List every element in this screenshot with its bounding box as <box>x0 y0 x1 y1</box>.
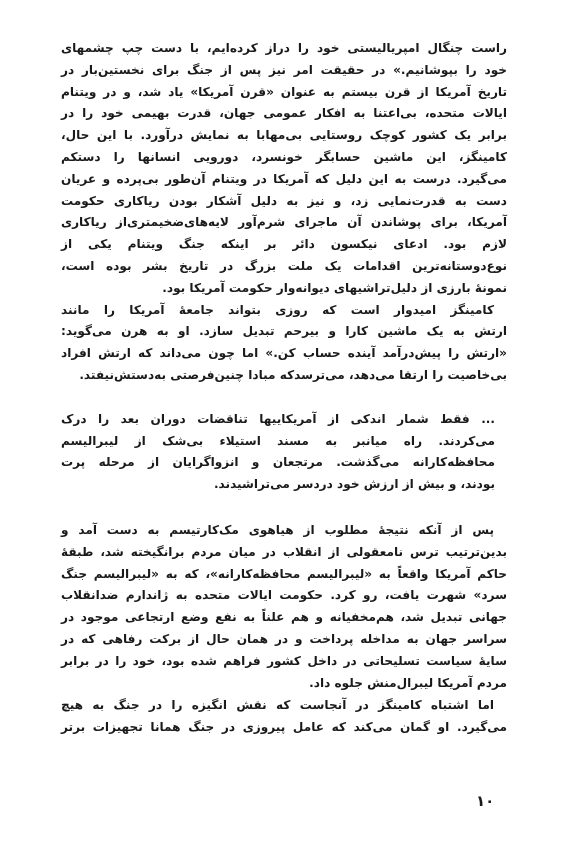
text-line: «ارتش را پیش‌درآمد آینده حساب کن.» اما چون می‌داند که ارتش افراد <box>61 346 507 361</box>
text-line: می‌کردند. راه میانبر به مسند استیلاء بی‌شک از لیبرالیسم <box>61 433 495 448</box>
text-line: نوع‌دوستانه‌ترین اقدامات یک ملت بزرگ در تاریخ بشر بوده است، <box>61 258 507 273</box>
text-line: کامینگز امیدوار است که روزی بتواند جامعهٔ آمریکا را مانند <box>61 302 494 317</box>
text-line: سرد» شهرت یافت، رو کرد. حکومت ایالات متحده به ژاندارم ضدانقلاب <box>61 588 507 603</box>
text-line: کامینگز، این ماشین حسابگر خونسرد، دورویی انسانها را دستکم <box>61 149 507 164</box>
text-line: دست به قدرت‌نمایی زد، و نیز به دلیل آشکار بودن ریاکاری حکومت <box>61 193 507 208</box>
text-line: جهانی تبدیل شد، هم‌مخفیانه و هم علناً به نفع وضع ارتجاعی موجود در <box>61 610 507 625</box>
paragraph-4 <box>61 695 507 739</box>
page-number: ۱۰ <box>476 792 495 810</box>
text-line: راست چنگال امپریالیستی خود را دراز کرده‌ایم، با دست چپ چشمهای <box>61 41 507 55</box>
text-line: سایهٔ سیاست تسلیحاتی در داخل کشور فراهم شده بود، خود را در برابر <box>61 653 507 668</box>
text-line: می‌گیرد. درست به این دلیل که آمریکا در ویتنام آن‌طور بی‌پرده و عریان <box>61 171 507 186</box>
page-body <box>61 38 507 739</box>
text-line: ارتش به یک ماشین کارا و بیرحم تبدیل سازد. او به هرن می‌گوید: <box>61 324 507 339</box>
text-line: بدین‌ترتیب ترس نامعقولی از انقلاب در میان مردم برانگیخته شد، طبقهٔ <box>61 544 507 559</box>
text-line: تاریخ آمریکا از قرن بیستم به عنوان «قرن آمریکا» یاد شد، و در ویتنام <box>61 84 507 99</box>
paragraph-1 <box>61 38 507 300</box>
text-line: مردم آمریکا لیبرال‌منش جلوه داد. <box>309 675 507 690</box>
text-line: بی‌خاصیت را ارتقا می‌دهد، می‌ترسدکه مبادا چنین‌فرصتی به‌دستش‌نیفتد. <box>79 367 507 382</box>
block-quote <box>61 409 507 496</box>
text-line: لازم بود. ادعای نیکسون دائر بر اینکه جنگ ویتنام یکی از <box>61 237 507 252</box>
text-line: برابر یک کشور کوچک روستایی بی‌مهابا به نمایش درآورد. با این حال، <box>61 128 507 143</box>
text-line: بودند، و بیش از ارزش خود دردسر می‌تراشیدند. <box>213 477 495 492</box>
text-line: می‌گیرد. او گمان می‌کند که عامل پیروزی در جنگ همانا تجهیزات برتر <box>61 720 507 735</box>
text-line: پس از آنکه نتیجهٔ مطلوب از هیاهوی مک‌کارتیسم به دست آمد و <box>61 522 494 537</box>
text-line: خود را بپوشانیم.» در حقیقت امر نیز پس از جنگ برای نخستین‌بار در <box>61 62 507 77</box>
text-line: سراسر جهان به مداخله پرداخت و در همان حال از برکت رفاهی که در <box>61 631 507 646</box>
text-line: محافظه‌کارانه می‌گذشت. مرتجعان و انزواگرایان از مرحله پرت <box>61 455 495 470</box>
text-line: ... فقط شمار اندکی از آمریکاییها تناقضات دوران بعد را درک <box>61 411 495 426</box>
paragraph-2 <box>61 300 507 387</box>
text-line: آمریکا، برای پوشاندن آن ماجرای شرم‌آور لایه‌های‌ضخیمتری‌از ریاکاری <box>61 215 507 230</box>
text-line: اما اشتباه کامینگز در آنجاست که نقش انگیزه را در جنگ به هیچ <box>61 698 494 713</box>
paragraph-3 <box>61 520 507 694</box>
text-line: حاکم آمریکا واقعاً به «لیبرالیسم محافظه‌کارانه»، که به «لیبرالیسم جنگ <box>61 566 507 581</box>
text-line: نمونهٔ بارزی از دلیل‌تراشیهای دیوانه‌وار حکومت آمریکا بود. <box>162 280 507 295</box>
text-line: ایالات متحده، بی‌اعتنا به افکار عمومی جهان، قدرت بهیمی خود را در <box>61 106 507 121</box>
